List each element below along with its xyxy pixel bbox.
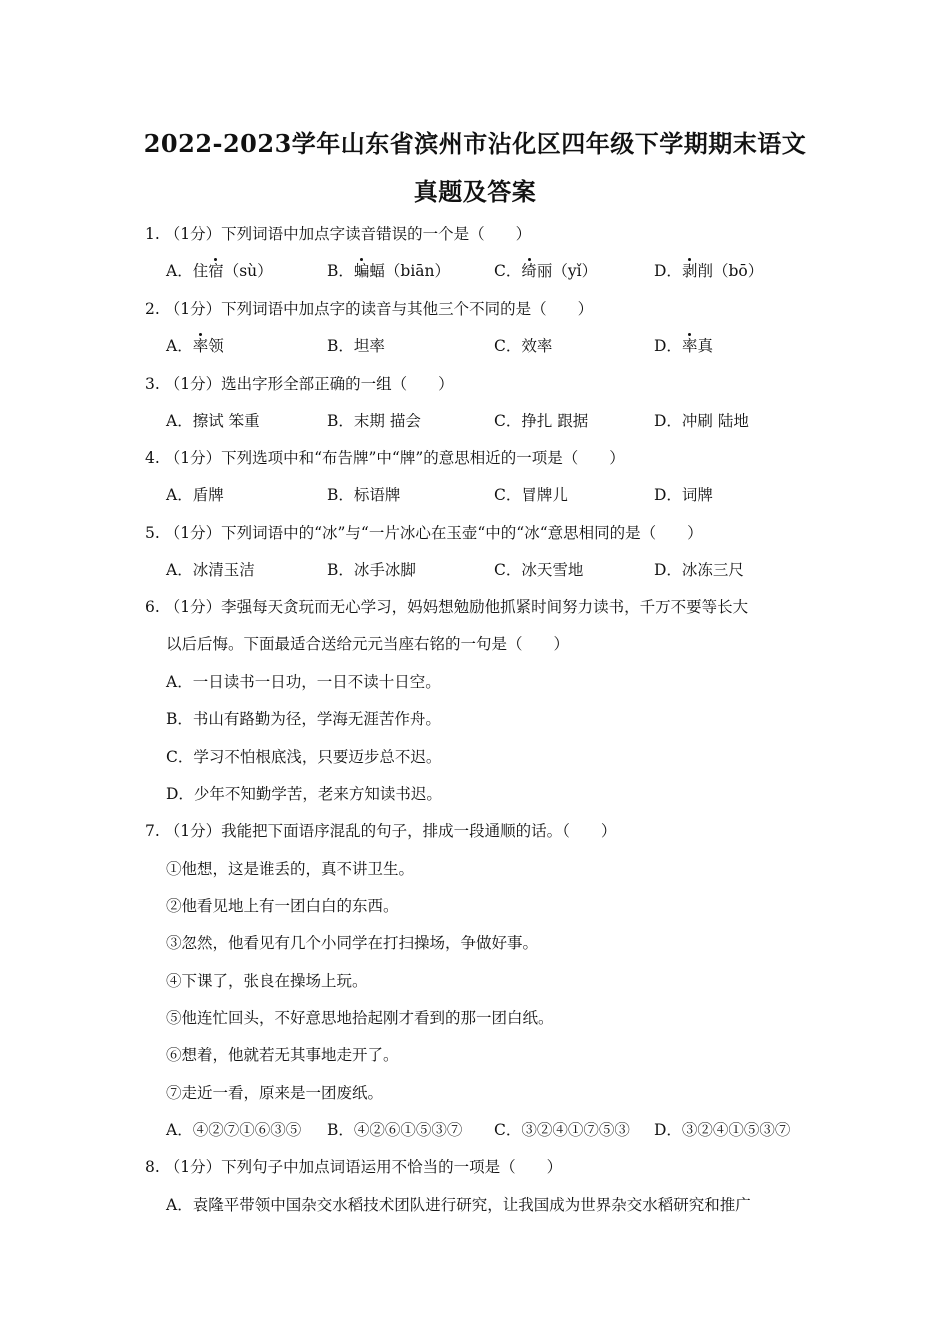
question-3-stem: 3. （1分）选出字形全部正确的一组（ ）	[145, 375, 454, 393]
question-5-option-a: A．冰清玉洁	[166, 561, 255, 579]
question-3-option-c: C．挣扎 跟据	[494, 412, 589, 430]
question-7-sentence-5: ⑤他连忙回头，不好意思地拾起刚才看到的那一团白纸。	[166, 1009, 554, 1027]
question-3-option-d: D．冲刷 陆地	[654, 412, 749, 430]
question-8-stem: 8. （1分）下列句子中加点词语运用不恰当的一项是（ ）	[145, 1158, 563, 1176]
question-7-option-a: A．④②⑦①⑥③⑤	[166, 1121, 302, 1139]
question-2-option-b: B．坦率	[327, 337, 385, 355]
question-6-stem-line-2: 以后后悔。下面最适合送给元元当座右铭的一句是（ ）	[166, 635, 570, 653]
question-8-option-a: A．袁隆平带领中国杂交水稻技术团队进行研究，让我国成为世界杂交水稻研究和推广	[166, 1196, 751, 1214]
question-4-option-a: A．盾牌	[166, 486, 224, 504]
question-7-sentence-2: ②他看见地上有一团白白的东西。	[166, 897, 399, 915]
question-7-option-d: D．③②④①⑤③⑦	[654, 1121, 791, 1139]
question-2-option-a: A．率领	[166, 337, 224, 355]
question-4-option-c: C．冒牌儿	[494, 486, 568, 504]
question-3-option-b: B．末期 描会	[327, 412, 421, 430]
question-5-option-c: C．冰天雪地	[494, 561, 584, 579]
question-1-option-b: B．蝙蝠（biān）	[327, 262, 451, 280]
question-6-option-a: A．一日读书一日功，一日不读十日空。	[166, 673, 441, 691]
question-7-option-c: C．③②④①⑦⑤③	[494, 1121, 630, 1139]
question-6-option-c: C．学习不怕根底浅，只要迈步总不迟。	[166, 748, 442, 766]
question-1-option-a: A．住宿（sù）	[166, 262, 273, 280]
question-1-option-d: D．剥削（bō）	[654, 262, 764, 280]
question-4-option-b: B．标语牌	[327, 486, 401, 504]
question-7-sentence-7: ⑦走近一看，原来是一团废纸。	[166, 1084, 384, 1102]
question-6-stem-line-1: 6. （1分）李强每天贪玩而无心学习，妈妈想勉励他抓紧时间努力读书，千万不要等长大	[145, 598, 749, 616]
question-7-sentence-1: ①他想，这是谁丢的，真不讲卫生。	[166, 860, 415, 878]
question-5-option-d: D．冰冻三尺	[654, 561, 744, 579]
question-6-option-d: D．少年不知勤学苦，老来方知读书迟。	[166, 785, 442, 803]
question-7-stem: 7. （1分）我能把下面语序混乱的句子，排成一段通顺的话。（ ）	[145, 822, 617, 840]
question-7-sentence-3: ③忽然，他看见有几个小同学在打扫操场，争做好事。	[166, 934, 539, 952]
question-6-option-b: B．书山有路勤为径，学海无涯苦作舟。	[166, 710, 441, 728]
question-5-stem: 5. （1分）下列词语中的“冰”与“一片冰心在玉壶“中的“冰“意思相同的是（ ）	[145, 524, 703, 542]
question-7-sentence-4: ④下课了，张良在操场上玩。	[166, 972, 368, 990]
question-2-option-d: D．率真	[654, 337, 713, 355]
question-5-option-b: B．冰手冰脚	[327, 561, 416, 579]
question-4-option-d: D．词牌	[654, 486, 713, 504]
document-title-line-2: 真题及答案	[413, 177, 537, 206]
question-1-option-c: C．绮丽（yǐ）	[494, 262, 598, 280]
question-2-option-c: C．效率	[494, 337, 553, 355]
question-7-sentence-6: ⑥想着，他就若无其事地走开了。	[166, 1046, 399, 1064]
question-7-option-b: B．④②⑥①⑤③⑦	[327, 1121, 463, 1139]
question-3-option-a: A．擦试 笨重	[166, 412, 260, 430]
question-1-stem: 1. （1分）下列词语中加点字读音错误的一个是（ ）	[145, 225, 532, 243]
document-title-line-1: 2022-2023学年山东省滨州市沾化区四年级下学期期末语文	[143, 129, 807, 158]
question-4-stem: 4. （1分）下列选项中和“布告牌”中“牌”的意思相近的一项是（ ）	[145, 449, 625, 467]
question-2-stem: 2. （1分）下列词语中加点字的读音与其他三个不同的是（ ）	[145, 300, 594, 318]
